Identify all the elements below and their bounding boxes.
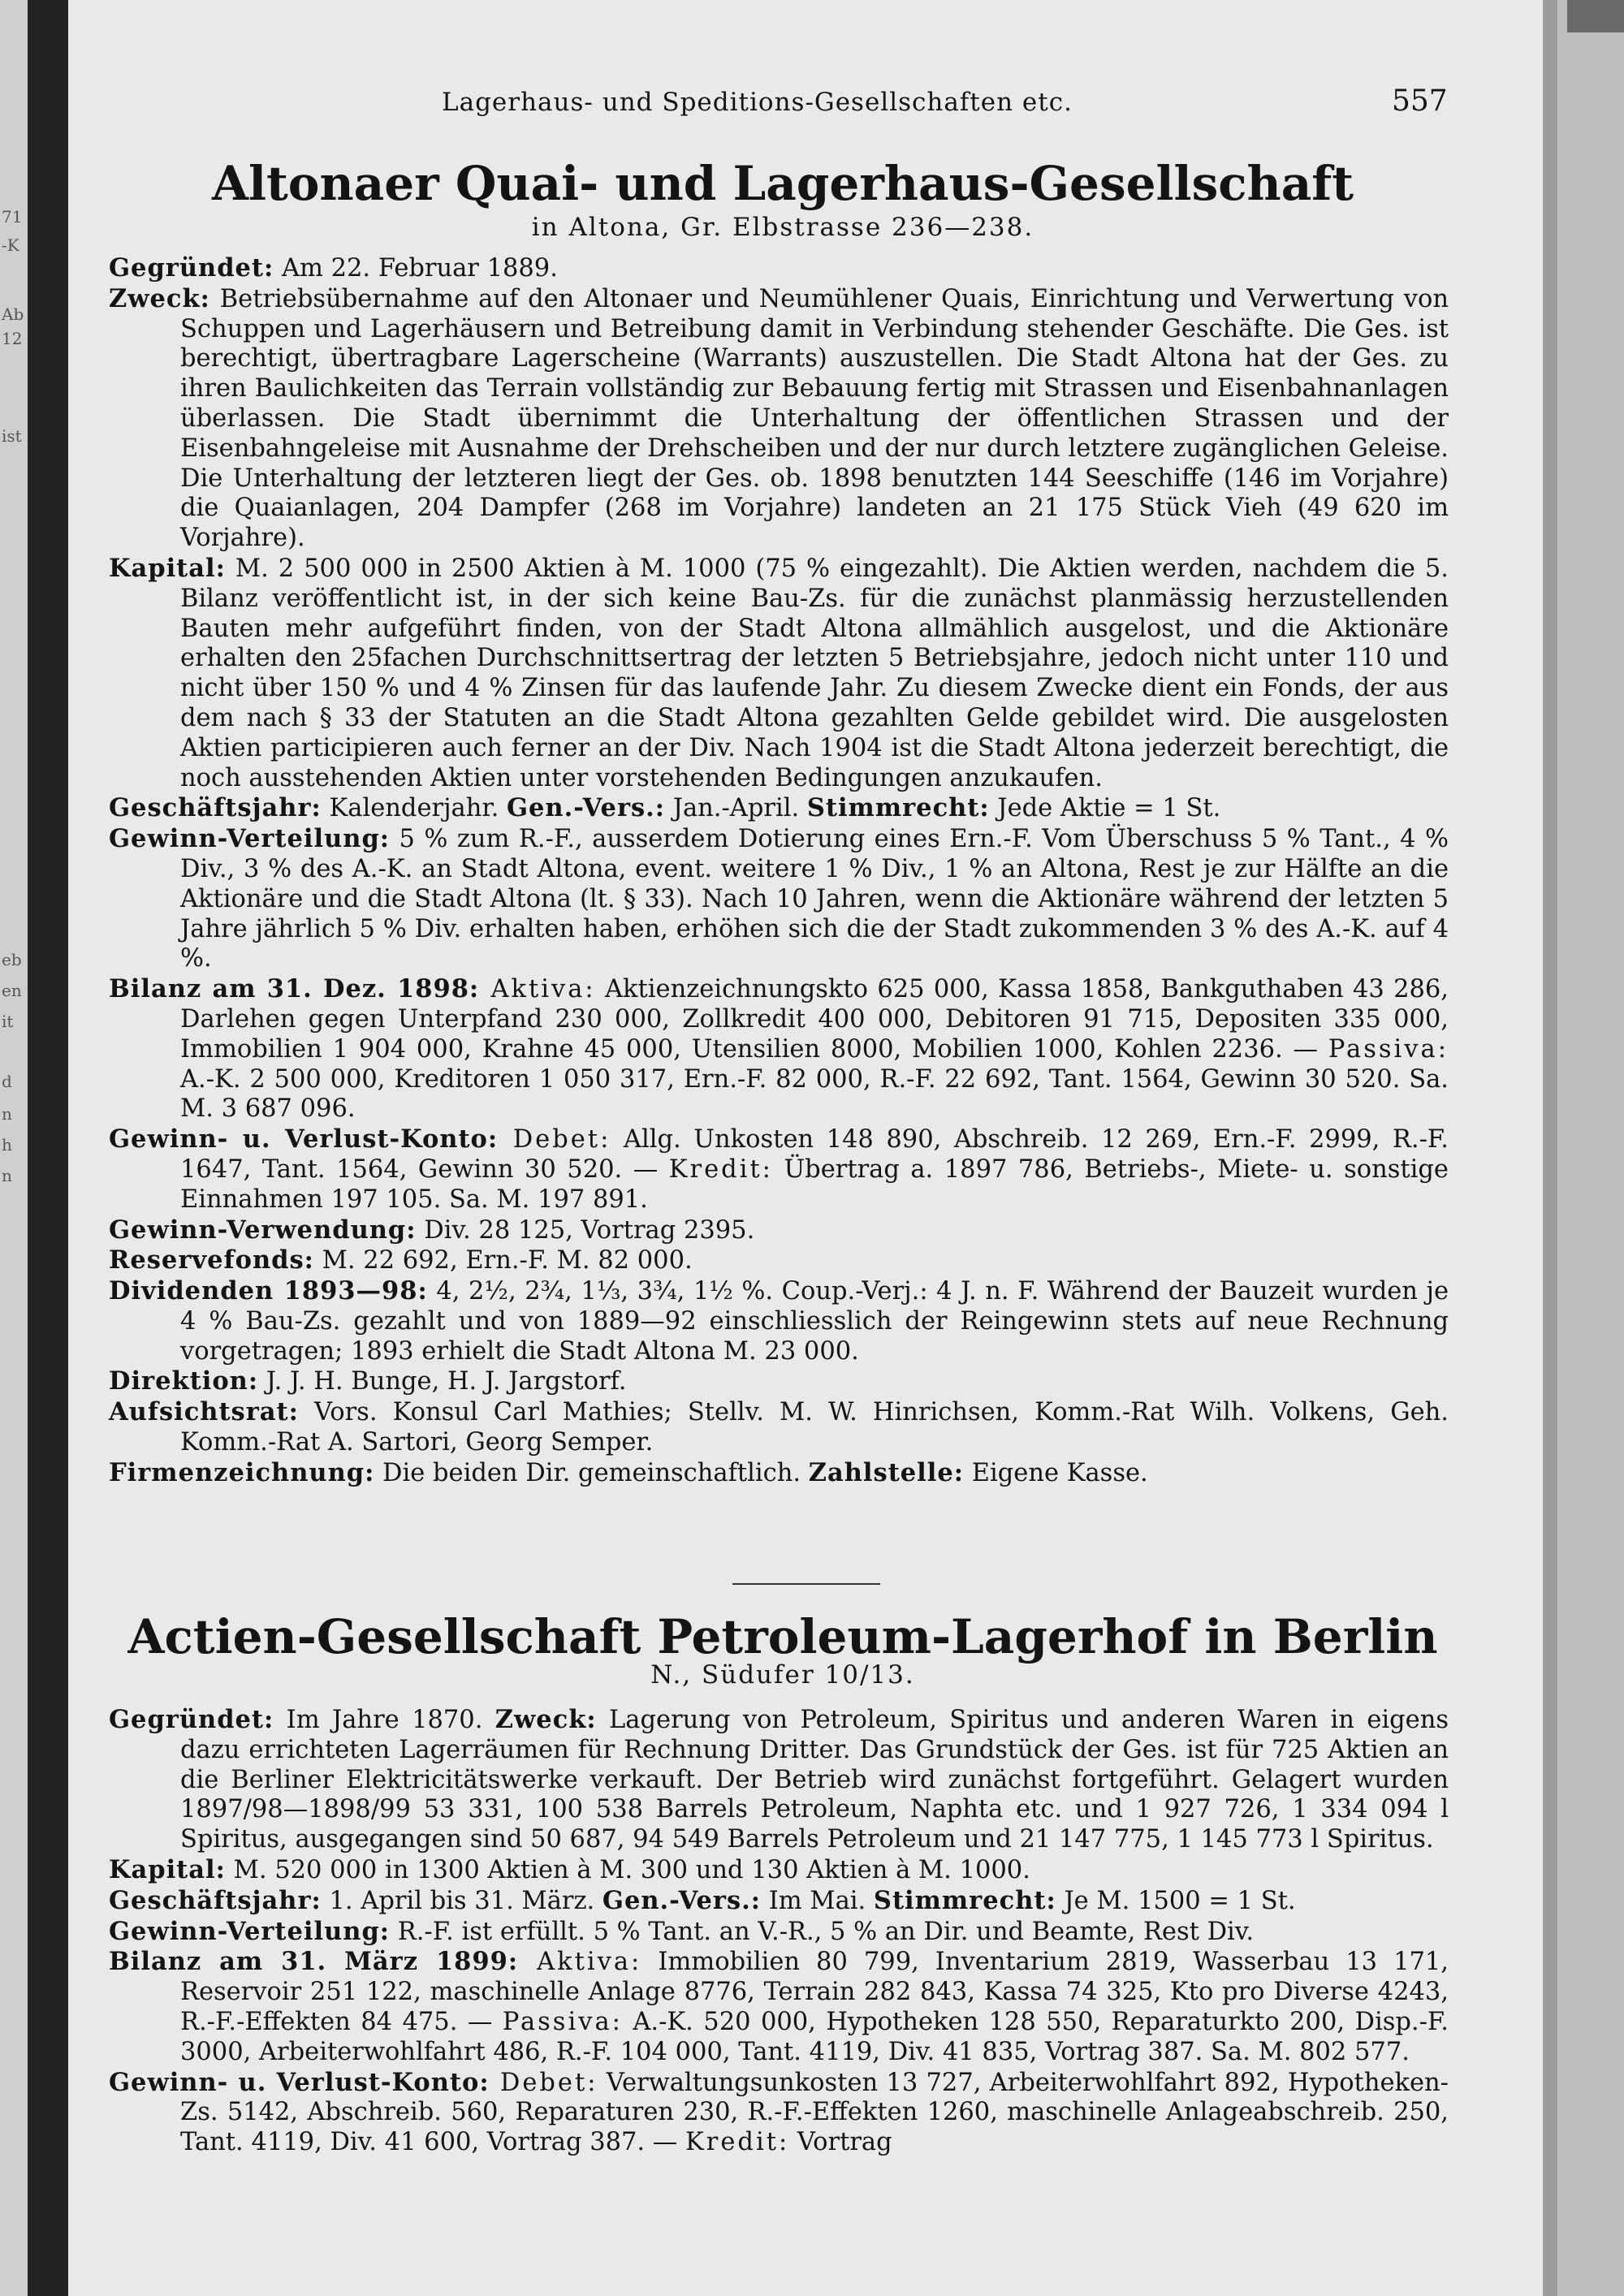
margin-fragment: 71	[2, 207, 23, 227]
margin-fragment: h	[2, 1135, 12, 1154]
section-subtitle: N., Südufer 10/13.	[650, 1660, 915, 1690]
page-edge	[1543, 0, 1557, 2296]
entry-geschaeftsjahr: Geschäftsjahr: 1. April bis 31. März. Gen.-Vers.: Im Mai. Stimmrecht: Je M. 1500 = 1 St.	[109, 1885, 1296, 1915]
entry-geschaeftsjahr: Geschäftsjahr: Kalenderjahr. Gen.-Vers.: Jan.-April. Stimmrecht: Jede Aktie = 1 St.	[109, 793, 1221, 823]
entry-kapital: Kapital: M. 520 000 in 1300 Aktien à M. 300 und 130 Aktien à M. 1000.	[109, 1854, 1030, 1884]
entry-firmenzeichnung: Firmenzeichnung: Die beiden Dir. gemeinschaftlich. Zahlstelle: Eigene Kasse.	[109, 1457, 1148, 1487]
page	[68, 0, 1543, 2296]
entry-dividenden: Dividenden 1893—98: 4, 2½, 2¾, 1⅓, 3¾, 1½ %. Coup.-Verj.: 4 J. n. F. Während der Bauzeit wurden je 4 % Bau-Zs. gezahlt und von 1889—92 einschliesslich der Reingewinn stets auf neue Rechnung vorgetragen; 1893 erhielt die Stadt Altona M. 23 000.	[109, 1276, 1449, 1366]
margin-fragment: eb	[2, 950, 22, 969]
section-subtitle: in Altona, Gr. Elbstrasse 236—238.	[531, 213, 1034, 242]
section-divider	[732, 1583, 880, 1585]
section-body	[109, 253, 1449, 1489]
margin-fragment: -K	[2, 235, 19, 255]
entry-bilanz: Bilanz am 31. Dez. 1898: Aktiva: Aktienzeichnungskto 625 000, Kassa 1858, Bankguthaben 43 286, Darlehen gegen Unterpfand 230 000, Zollkredit 400 000, Debitoren 91 715, Depositen 335 000, Immobilien 1 904 000, Krahne 45 000, Utensilien 8000, Mobilien 1000, Kohlen 2236. — Passiva: A.-K. 2 500 000, Kreditoren 1 050 317, Ern.-F. 82 000, R.-F. 22 692, Tant. 1564, Gewinn 30 520. Sa. M. 3 687 096.	[109, 974, 1449, 1124]
entry-kapital: Kapital: M. 2 500 000 in 2500 Aktien à M. 1000 (75 % eingezahlt). Die Aktien werden, nachdem die 5. Bilanz veröffentlicht ist, in der sich keine Bau-Zs. für die zunächst planmässig herzustellenden Bauten mehr aufgeführt finden, von der Stadt Altona allmählich ausgelost, und die Aktionäre erhalten den 25fachen Durchschnittsertrag der letzten 5 Betriebsjahre, jedoch nicht unter 110 und nicht über 150 % und 4 % Zinsen für das laufende Jahr. Zu diesem Zwecke dient ein Fonds, der aus dem nach § 33 der Statuten an die Stadt Altona gezahlten Gelde gebildet wird. Die ausgelosten Aktien participieren auch ferner an der Div. Nach 1904 ist die Stadt Altona jederzeit berechtigt, die noch ausstehenden Aktien unter vorstehenden Bedingungen anzukaufen.	[109, 553, 1449, 792]
entry-bilanz: Bilanz am 31. März 1899: Aktiva: Immobilien 80 799, Inventarium 2819, Wasserbau 13 171, Reservoir 251 122, maschinelle Anlage 8776, Terrain 282 843, Kassa 74 325, Kto pro Diverse 4243, R.-F.-Effekten 84 475. — Passiva: A.-K. 520 000, Hypotheken 128 550, Reparaturkto 200, Disp.-F. 3000, Arbeiterwohlfahrt 486, R.-F. 104 000, Tant. 4119, Div. 41 835, Vortrag 387. Sa. M. 802 577.	[109, 1947, 1449, 2066]
margin-fragment: n	[2, 1166, 12, 1185]
section-body	[109, 1705, 1449, 2158]
margin-fragment: n	[2, 1104, 12, 1124]
entry-direktion: Direktion: J. J. H. Bunge, H. J. Jargstorf.	[109, 1366, 627, 1396]
book-binding-shadow	[28, 0, 68, 2296]
margin-fragment: 12	[2, 329, 23, 348]
page-number: 557	[1392, 84, 1448, 118]
entry-gewinn-verlust: Gewinn- u. Verlust-Konto: Debet: Verwaltungsunkosten 13 727, Arbeiterwohlfahrt 892, Hypotheken-Zs. 5142, Abschreib. 560, Reparaturen 230, R.-F.-Effekten 1260, maschinelle Anlageabschreib. 250, Tant. 4119, Div. 41 600, Vortrag 387. — Kredit: Vortrag	[109, 2067, 1449, 2157]
entry-aufsichtsrat: Aufsichtsrat: Vors. Konsul Carl Mathies; Stellv. M. W. Hinrichsen, Komm.-Rat Wilh. Volkens, Geh. Komm.-Rat A. Sartori, Georg Semper.	[109, 1397, 1449, 1457]
corner-shadow	[1567, 0, 1624, 32]
entry-gewinn-verwendung: Gewinn-Verwendung: Div. 28 125, Vortrag 2395.	[109, 1215, 755, 1245]
previous-page-margin	[0, 0, 28, 2296]
entry-gegruendet: Gegründet: Im Jahre 1870. Zweck: Lagerung von Petroleum, Spiritus und anderen Waren in eigens dazu errichteten Lagerräumen für Rechnung Dritter. Das Grundstück der Ges. ist für 725 Aktien an die Berliner Elektricitätswerke verkauft. Der Betrieb wird zunächst fortgeführt. Gelagert wurden 1897/98—1898/99 53 331, 100 538 Barrels Petroleum, Naphta etc. und 1 927 726, 1 334 094 l Spiritus, ausgegangen sind 50 687, 94 549 Barrels Petroleum und 21 147 775, 1 145 773 l Spiritus.	[109, 1705, 1449, 1854]
entry-gegruendet: Gegründet: Am 22. Februar 1889.	[109, 253, 558, 283]
running-head: Lagerhaus- und Speditions-Gesellschaften etc.	[442, 88, 1073, 117]
scanner-background	[1557, 0, 1624, 2296]
entry-reservefonds: Reservefonds: M. 22 692, Ern.-F. M. 82 000.	[109, 1245, 693, 1275]
entry-gewinn-verteilung: Gewinn-Verteilung: R.-F. ist erfüllt. 5 % Tant. an V.-R., 5 % an Dir. und Beamte, Rest Div.	[109, 1916, 1255, 1946]
section-title: Altonaer Quai- und Lagerhaus-Gesellschaft	[211, 156, 1354, 211]
margin-fragment: Ab	[2, 304, 24, 324]
entry-gewinn-verlust: Gewinn- u. Verlust-Konto: Debet: Allg. Unkosten 148 890, Abschreib. 12 269, Ern.-F. 2999, R.-F. 1647, Tant. 1564, Gewinn 30 520. — Kredit: Übertrag a. 1897 786, Betriebs-, Miete- u. sonstige Einnahmen 197 105. Sa. M. 197 891.	[109, 1124, 1449, 1214]
margin-fragment: ist	[2, 426, 22, 446]
entry-gewinn-verteilung: Gewinn-Verteilung: 5 % zum R.-F., ausserdem Dotierung eines Ern.-F. Vom Überschuss 5 % Tant., 4 % Div., 3 % des A.-K. an Stadt Altona, event. weitere 1 % Div., 1 % an Altona, Rest je zur Hälfte an die Aktionäre und die Stadt Altona (lt. § 33). Nach 10 Jahren, wenn die Aktionäre während der letzten 5 Jahre jährlich 5 % Div. erhalten haben, erhöhen sich die der Stadt zukommenden 3 % des A.-K. auf 4 %.	[109, 824, 1449, 973]
margin-fragment: d	[2, 1072, 12, 1091]
section-title: Actien-Gesellschaft Petroleum-Lagerhof in Berlin	[127, 1609, 1438, 1664]
margin-fragment: en	[2, 981, 22, 1000]
margin-fragment: it	[2, 1012, 14, 1031]
entry-zweck: Zweck: Betriebsübernahme auf den Altonaer und Neumühlener Quais, Einrichtung und Verwertung von Schuppen und Lagerhäusern und Betreibung damit in Verbindung stehender Geschäfte. Die Ges. ist berechtigt, übertragbare Lagerscheine (Warrants) auszustellen. Die Stadt Altona hat der Ges. zu ihren Baulichkeiten das Terrain vollständig zur Bebauung fertig mit Strassen und Eisenbahnanlagen überlassen. Die Stadt übernimmt die Unterhaltung der öffentlichen Strassen und der Eisenbahngeleise mit Ausnahme der Drehscheiben und der nur durch letztere zugänglichen Geleise. Die Unterhaltung der letzteren liegt der Ges. ob. 1898 benutzten 144 Seeschiffe (146 im Vorjahre) die Quaianlagen, 204 Dampfer (268 im Vorjahre) landeten an 21 175 Stück Vieh (49 620 im Vorjahre).	[109, 283, 1449, 553]
